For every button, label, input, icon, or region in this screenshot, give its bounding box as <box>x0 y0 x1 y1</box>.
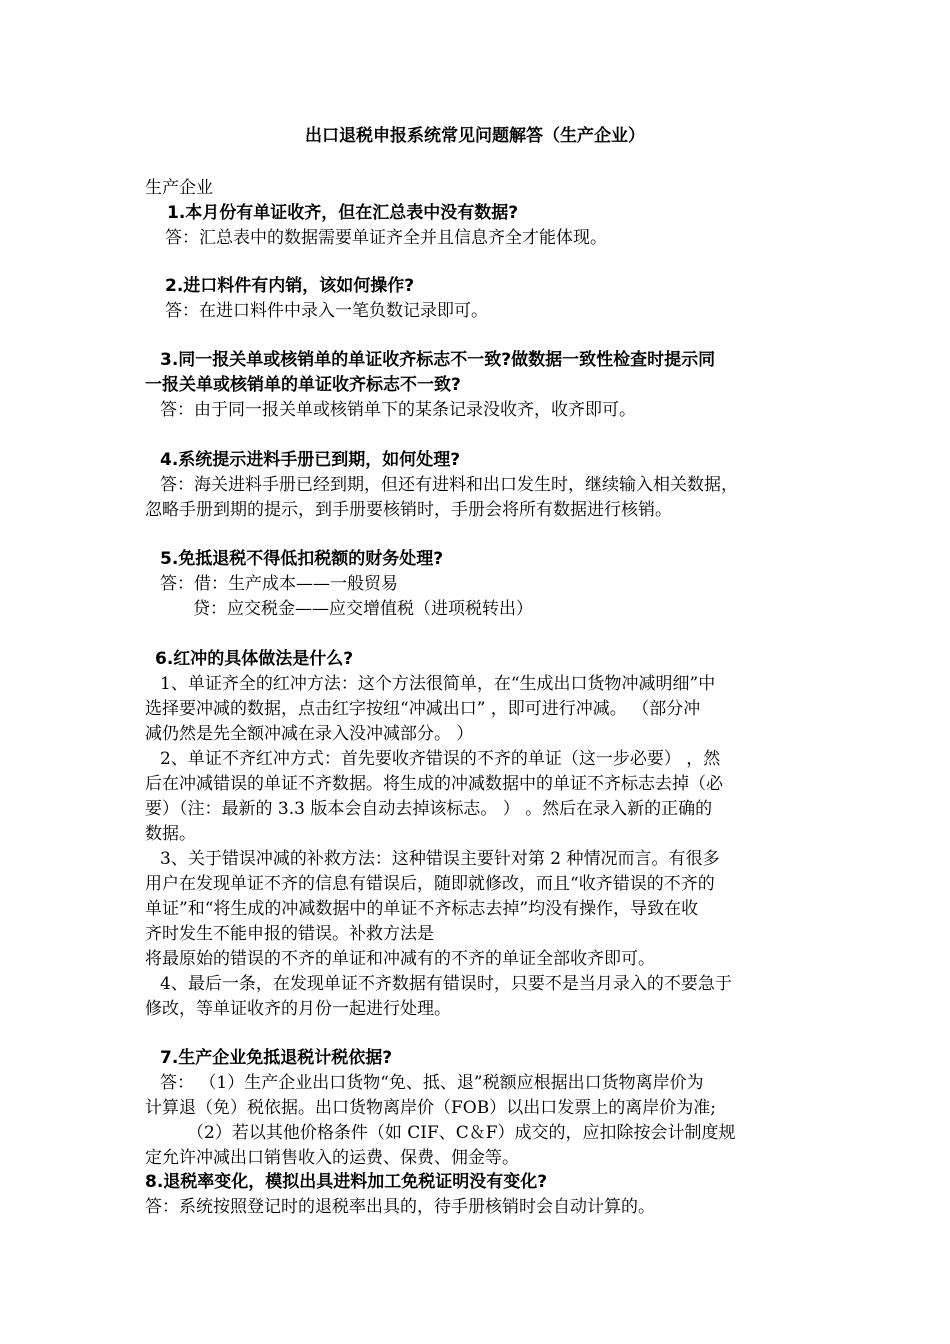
question-3-line-2: 一报关单或核销单的单证收齐标志不一致? <box>145 375 461 395</box>
answer-6-line: 修改，等单证收齐的月份一起进行处理。 <box>145 999 451 1019</box>
answer-6-line: 2、单证不齐红冲方式：首先要收齐错误的不齐的单证（这一步必要） ，然 <box>160 749 721 769</box>
answer-6-line: 数据。 <box>145 824 196 844</box>
answer-6-line: 1、单证齐全的红冲方法：这个方法很简单，在“生成出口货物冲减明细”中 <box>160 674 716 694</box>
question-1: 1.本月份有单证收齐，但在汇总表中没有数据? <box>167 203 519 223</box>
page-title: 出口退税申报系统常见问题解答（生产企业） <box>305 126 645 146</box>
answer-6-line: 选择要冲减的数据，点击红字按纽“冲减出口” ，即可进行冲减。 （部分冲 <box>145 699 701 719</box>
answer-4-line-1: 答：海关进料手册已经到期，但还有进料和出口发生时，继续输入相关数据， <box>160 475 738 495</box>
question-6: 6.红冲的具体做法是什么? <box>155 649 354 669</box>
answer-2: 答：在进口料件中录入一笔负数记录即可。 <box>165 301 488 321</box>
answer-1: 答：汇总表中的数据需要单证齐全并且信息齐全才能体现。 <box>165 228 607 248</box>
question-8: 8.退税率变化，模拟出具进料加工免税证明没有变化? <box>145 1172 548 1192</box>
answer-6-line: 用户在发现单证不齐的信息有错误后，随即就修改，而且“收齐错误的不齐的 <box>145 874 715 894</box>
answer-6-line: 齐时发生不能申报的错误。补救方法是 <box>145 924 434 944</box>
answer-6-line: 减仍然是先全额冲减在录入没冲减部分。 ） <box>145 724 474 744</box>
answer-7-line: 定允许冲减出口销售收入的运费、保费、佣金等。 <box>145 1148 519 1168</box>
section-heading: 生产企业 <box>145 178 213 198</box>
answer-3: 答：由于同一报关单或核销单下的某条记录没收齐，收齐即可。 <box>160 400 636 420</box>
answer-8: 答：系统按照登记时的退税率出具的，待手册核销时会自动计算的。 <box>145 1197 655 1217</box>
answer-7-line: （2）若以其他价格条件（如 CIF、C＆F）成交的，应扣除按会计制度规 <box>187 1123 736 1143</box>
answer-7-line: 答： （1）生产企业出口货物“免、抵、退”税额应根据出口货物离岸价为 <box>160 1073 704 1093</box>
answer-6-line: 要）（注：最新的 3.3 版本会自动去掉该标志。 ） 。然后在录入新的正确的 <box>145 799 713 819</box>
answer-6-line: 后在冲减错误的单证不齐数据。将生成的冲减数据中的单证不齐标志去掉（必 <box>145 774 723 794</box>
answer-7-line: 计算退（免）税依据。出口货物离岸价（FOB）以出口发票上的离岸价为准; <box>145 1098 716 1118</box>
question-7: 7.生产企业免抵退税计税依据? <box>160 1048 393 1068</box>
question-3-line-1: 3.同一报关单或核销单的单证收齐标志不一致?做数据一致性检查时提示同 <box>160 350 716 370</box>
answer-6-line: 3、关于错误冲减的补救方法：这种错误主要针对第 2 种情况而言。有很多 <box>160 849 720 869</box>
answer-6-line: 将最原始的错误的不齐的单证和冲减有的不齐的单证全部收齐即可。 <box>145 949 655 969</box>
answer-4-line-2: 忽略手册到期的提示，到手册要核销时，手册会将所有数据进行核销。 <box>145 500 672 520</box>
answer-5-line-1: 答：借：生产成本——一般贸易 <box>160 574 398 594</box>
question-4: 4.系统提示进料手册已到期，如何处理? <box>160 450 461 470</box>
answer-5-line-2: 贷：应交税金——应交增值税（进项税转出） <box>193 599 533 619</box>
answer-6-line: 单证”和“将生成的冲减数据中的单证不齐标志去掉”均没有操作，导致在收 <box>145 899 699 919</box>
answer-6-line: 4、最后一条，在发现单证不齐数据有错误时，只要不是当月录入的不要急于 <box>160 974 732 994</box>
question-2: 2.进口料件有内销，该如何操作? <box>165 276 415 296</box>
question-5: 5.免抵退税不得低扣税额的财务处理? <box>160 549 444 569</box>
